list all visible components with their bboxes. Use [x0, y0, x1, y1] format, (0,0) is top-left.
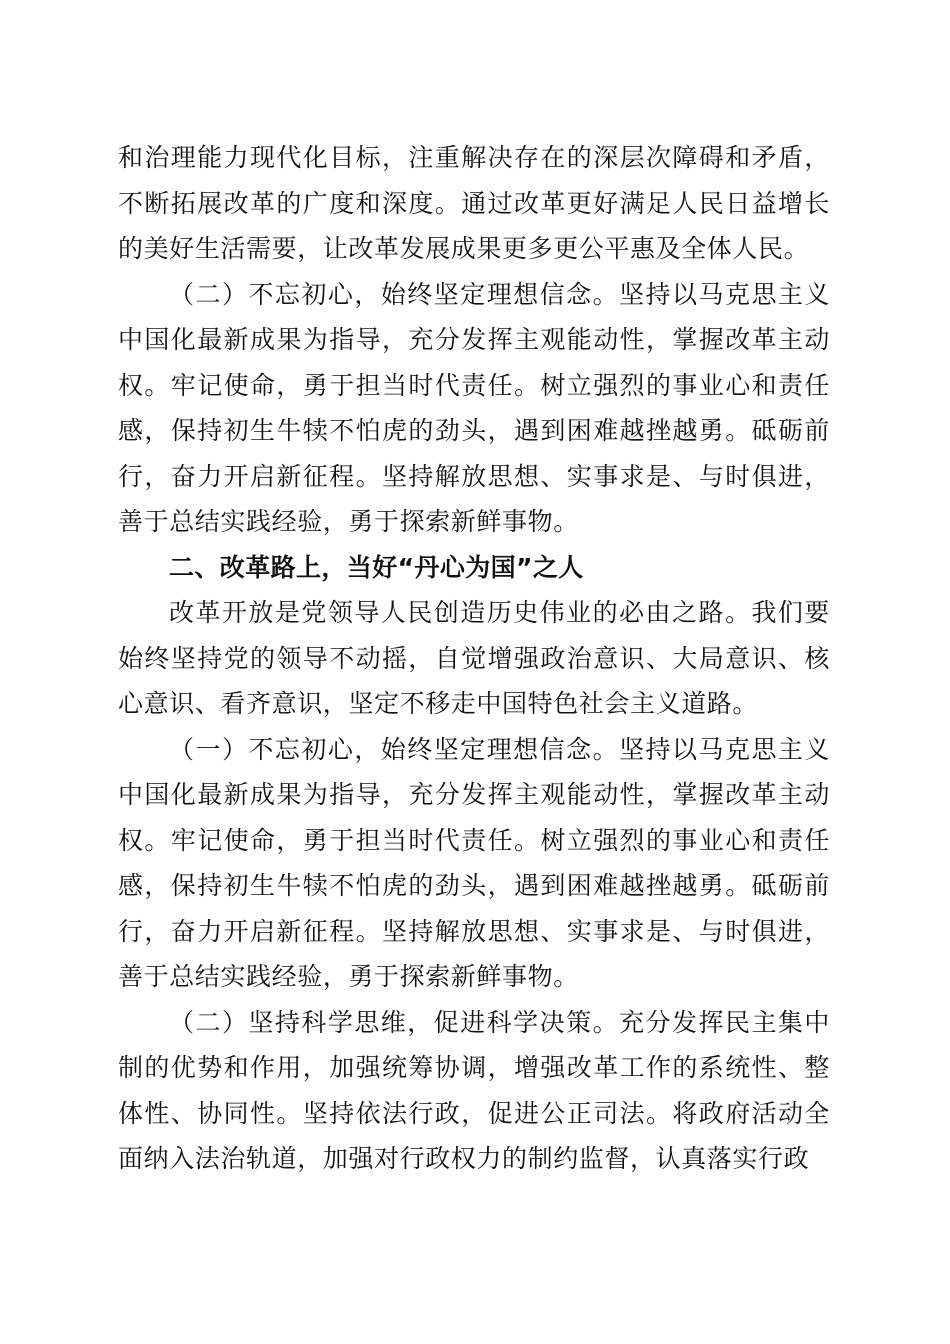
paragraph-text: 充分发挥民主集中制的优势和作用，加强统筹协调，增强改革工作的系统性、整体性、协同性。坚持依法行政，促进公正司法。将政府活动全面纳入法治轨道，加强对行政权力的制约监督，认真落实行政: [118, 1007, 830, 1173]
section-heading: 二、改革路上，当好“丹心为国”之人: [169, 552, 584, 582]
paragraph-sub-2-a: [118, 272, 830, 545]
paragraph-sub-2-b: [118, 1000, 830, 1182]
sub-heading-lead: （一）不忘初心，始终坚定理想信念。: [169, 734, 620, 764]
paragraph-sub-1: [118, 727, 830, 1000]
paragraph-text: 坚持以马克思主义中国化最新成果为指导，充分发挥主观能动性，掌握改革主动权。牢记使命，勇于担当时代责任。树立强烈的事业心和责任感，保持初生牛犊不怕虎的劲头，遇到困难越挫越勇。砥砺前行，奋力开启新征程。坚持解放思想、实事求是、与时俱进，善于总结实践经验，勇于探索新鲜事物。: [118, 279, 830, 536]
paragraph-body: 改革开放是党领导人民创造历史伟业的必由之路。我们要始终坚持党的领导不动摇，自觉增强政治意识、大局意识、核心意识、看齐意识，坚定不移走中国特色社会主义道路。: [118, 598, 830, 718]
document-body: [118, 135, 830, 1182]
paragraph-continuation: 和治理能力现代化目标，注重解决存在的深层次障碍和矛盾，不断拓展改革的广度和深度。通过改革更好满足人民日益增长的美好生活需要，让改革发展成果更多更公平惠及全体人民。: [118, 143, 830, 263]
paragraph-text: 坚持以马克思主义中国化最新成果为指导，充分发挥主观能动性，掌握改革主动权。牢记使命，勇于担当时代责任。树立强烈的事业心和责任感，保持初生牛犊不怕虎的劲头，遇到困难越挫越勇。砥砺前行，奋力开启新征程。坚持解放思想、实事求是、与时俱进，善于总结实践经验，勇于探索新鲜事物。: [118, 734, 830, 991]
sub-heading-lead: （二）不忘初心，始终坚定理想信念。: [169, 279, 620, 309]
sub-heading-lead: （二）坚持科学思维，促进科学决策。: [169, 1007, 620, 1037]
